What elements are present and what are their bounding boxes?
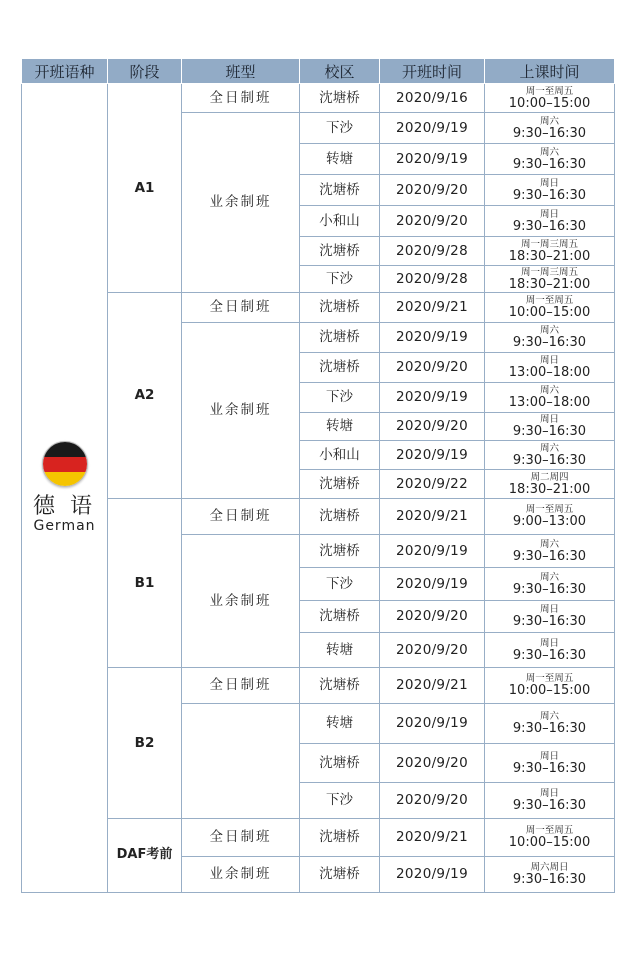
class-time-cell [485, 175, 615, 206]
level-cell: A1 [108, 84, 182, 293]
header-language: 开班语种 [22, 59, 108, 84]
class-hours: 9:00–13:00 [512, 514, 587, 529]
header-campus: 校区 [300, 59, 380, 84]
start-date-cell: 2020/9/21 [380, 293, 485, 323]
schedule-table [21, 58, 615, 893]
campus-cell: 沈塘桥 [300, 744, 380, 783]
class-time-cell [485, 601, 615, 633]
class-days: 周六 [539, 538, 559, 550]
start-date-cell: 2020/9/19 [380, 144, 485, 175]
class-time-cell [485, 568, 615, 601]
level-cell: A2 [108, 293, 182, 499]
header-level: 阶段 [108, 59, 182, 84]
header-class-type: 班型 [182, 59, 300, 84]
class-time-cell [485, 819, 615, 857]
language-name-en: German [33, 518, 96, 535]
class-days: 周一周三周五 [520, 238, 578, 250]
class-hours: 18:30–21:00 [508, 481, 591, 497]
language-name-cn: 德 语 [33, 494, 96, 520]
campus-cell: 沈塘桥 [300, 499, 380, 535]
campus-cell: 沈塘桥 [300, 857, 380, 893]
start-date-cell: 2020/9/20 [380, 744, 485, 783]
campus-cell: 沈塘桥 [300, 175, 380, 206]
start-date-cell: 2020/9/20 [380, 601, 485, 633]
campus-cell: 沈塘桥 [300, 601, 380, 633]
class-hours: 10:00–15:00 [508, 835, 591, 850]
campus-cell: 沈塘桥 [300, 293, 380, 323]
class-days: 周日 [539, 208, 559, 220]
class-days: 周六 [539, 385, 559, 396]
class-time-cell [485, 633, 615, 668]
class-days: 周六 [539, 571, 559, 583]
start-date-cell: 2020/9/19 [380, 568, 485, 601]
class-time-cell [485, 441, 615, 470]
start-date-cell: 2020/9/20 [380, 206, 485, 237]
level-cell: B2 [108, 668, 182, 819]
campus-cell: 转塘 [300, 704, 380, 744]
campus-cell: 下沙 [300, 266, 380, 293]
class-hours: 9:30–16:30 [512, 424, 587, 439]
campus-cell: 沈塘桥 [300, 535, 380, 568]
class-hours: 9:30–16:30 [512, 721, 587, 736]
class-time-cell [485, 353, 615, 383]
class-type-cell: 全日制班 [182, 84, 300, 113]
class-hours: 9:30–16:30 [512, 614, 587, 629]
class-days: 周六周日 [530, 862, 569, 873]
campus-cell: 沈塘桥 [300, 353, 380, 383]
start-date-cell: 2020/9/19 [380, 441, 485, 470]
class-days: 周六 [539, 325, 559, 336]
class-time-cell [485, 237, 615, 266]
start-date-cell: 2020/9/22 [380, 470, 485, 499]
table-row [22, 499, 615, 535]
class-time-cell [485, 266, 615, 293]
class-type-cell: 业余制班 [182, 113, 300, 293]
start-date-cell: 2020/9/20 [380, 413, 485, 441]
start-date-cell: 2020/9/20 [380, 353, 485, 383]
class-days: 周日 [539, 414, 559, 425]
class-days: 周日 [539, 604, 559, 615]
class-hours: 9:30–16:30 [512, 760, 587, 776]
class-type-cell: 全日制班 [182, 499, 300, 535]
class-days: 周一至周五 [525, 504, 574, 515]
class-time-cell [485, 744, 615, 783]
class-time-cell [485, 206, 615, 237]
class-hours: 9:30–16:30 [512, 156, 587, 172]
campus-cell: 转塘 [300, 633, 380, 668]
class-hours: 13:00–18:00 [508, 365, 591, 380]
class-type-cell: 全日制班 [182, 668, 300, 704]
class-type-cell: 全日制班 [182, 819, 300, 857]
class-time-cell [485, 84, 615, 113]
start-date-cell: 2020/9/21 [380, 819, 485, 857]
start-date-cell: 2020/9/19 [380, 323, 485, 353]
class-time-cell [485, 857, 615, 893]
class-hours: 10:00–15:00 [508, 95, 591, 111]
class-days: 周二周四 [530, 471, 569, 483]
class-type-cell: 业余制班 [182, 323, 300, 499]
class-days: 周六 [539, 711, 559, 722]
campus-cell: 小和山 [300, 441, 380, 470]
class-hours: 9:30–16:30 [512, 187, 587, 203]
header-start-date: 开班时间 [380, 59, 485, 84]
class-hours: 9:30–16:30 [512, 125, 587, 141]
class-time-cell [485, 470, 615, 499]
class-hours: 9:30–16:30 [512, 452, 587, 468]
campus-cell: 下沙 [300, 783, 380, 819]
start-date-cell: 2020/9/19 [380, 535, 485, 568]
class-time-cell [485, 413, 615, 441]
campus-cell: 沈塘桥 [300, 84, 380, 113]
class-time-cell [485, 144, 615, 175]
campus-cell: 下沙 [300, 568, 380, 601]
campus-cell: 沈塘桥 [300, 819, 380, 857]
campus-cell: 转塘 [300, 413, 380, 441]
table-row [22, 668, 615, 704]
campus-cell: 沈塘桥 [300, 237, 380, 266]
class-days: 周一至周五 [525, 85, 574, 97]
start-date-cell: 2020/9/21 [380, 668, 485, 704]
class-days: 周一至周五 [525, 825, 574, 836]
start-date-cell: 2020/9/20 [380, 175, 485, 206]
class-hours: 9:30–16:30 [512, 548, 587, 564]
class-days: 周日 [539, 637, 559, 649]
level-cell: B1 [108, 499, 182, 668]
class-hours: 9:30–16:30 [512, 335, 587, 350]
class-days: 周一周三周五 [520, 266, 578, 278]
class-type-cell [182, 704, 300, 819]
class-hours: 13:00–18:00 [508, 395, 591, 410]
start-date-cell: 2020/9/19 [380, 113, 485, 144]
class-days: 周六 [539, 442, 559, 454]
class-hours: 9:30–16:30 [512, 798, 587, 813]
campus-cell: 沈塘桥 [300, 470, 380, 499]
start-date-cell: 2020/9/28 [380, 266, 485, 293]
campus-cell: 小和山 [300, 206, 380, 237]
header-class-time: 上课时间 [485, 59, 615, 84]
class-days: 周六 [539, 115, 559, 127]
class-type-cell: 业余制班 [182, 535, 300, 668]
class-hours: 9:30–16:30 [512, 872, 587, 887]
campus-cell: 沈塘桥 [300, 668, 380, 704]
class-time-cell [485, 293, 615, 323]
start-date-cell: 2020/9/28 [380, 237, 485, 266]
start-date-cell: 2020/9/19 [380, 857, 485, 893]
class-days: 周六 [539, 146, 559, 158]
class-time-cell [485, 704, 615, 744]
start-date-cell: 2020/9/20 [380, 633, 485, 668]
start-date-cell: 2020/9/16 [380, 84, 485, 113]
class-hours: 9:30–16:30 [512, 218, 587, 234]
campus-cell: 沈塘桥 [300, 323, 380, 353]
table-row [22, 819, 615, 857]
campus-cell: 下沙 [300, 113, 380, 144]
language-cell [22, 84, 108, 893]
class-hours: 10:00–15:00 [508, 683, 591, 698]
class-time-cell [485, 113, 615, 144]
class-hours: 9:30–16:30 [512, 581, 587, 597]
class-hours: 10:00–15:00 [508, 305, 591, 320]
class-type-cell: 全日制班 [182, 293, 300, 323]
table-row [22, 293, 615, 323]
level-cell: DAF考前 [108, 819, 182, 893]
campus-cell: 下沙 [300, 383, 380, 413]
class-days: 周一至周五 [525, 673, 574, 684]
start-date-cell: 2020/9/21 [380, 499, 485, 535]
class-days: 周日 [539, 750, 559, 762]
class-time-cell [485, 535, 615, 568]
table-row [22, 84, 615, 113]
class-days: 周日 [539, 177, 559, 189]
start-date-cell: 2020/9/20 [380, 783, 485, 819]
class-time-cell [485, 668, 615, 704]
class-hours: 18:30–21:00 [508, 248, 591, 264]
class-days: 周日 [539, 355, 559, 366]
class-time-cell [485, 783, 615, 819]
class-days: 周一至周五 [525, 295, 574, 306]
schedule-body [22, 84, 615, 893]
class-time-cell [485, 323, 615, 353]
german-flag-icon [42, 441, 88, 487]
class-time-cell [485, 383, 615, 413]
campus-cell: 转塘 [300, 144, 380, 175]
start-date-cell: 2020/9/19 [380, 383, 485, 413]
class-hours: 9:30–16:30 [512, 647, 587, 663]
class-time-cell [485, 499, 615, 535]
header-row [22, 59, 615, 84]
class-type-cell: 业余制班 [182, 857, 300, 893]
class-hours: 18:30–21:00 [508, 276, 591, 292]
class-days: 周日 [539, 788, 559, 799]
start-date-cell: 2020/9/19 [380, 704, 485, 744]
